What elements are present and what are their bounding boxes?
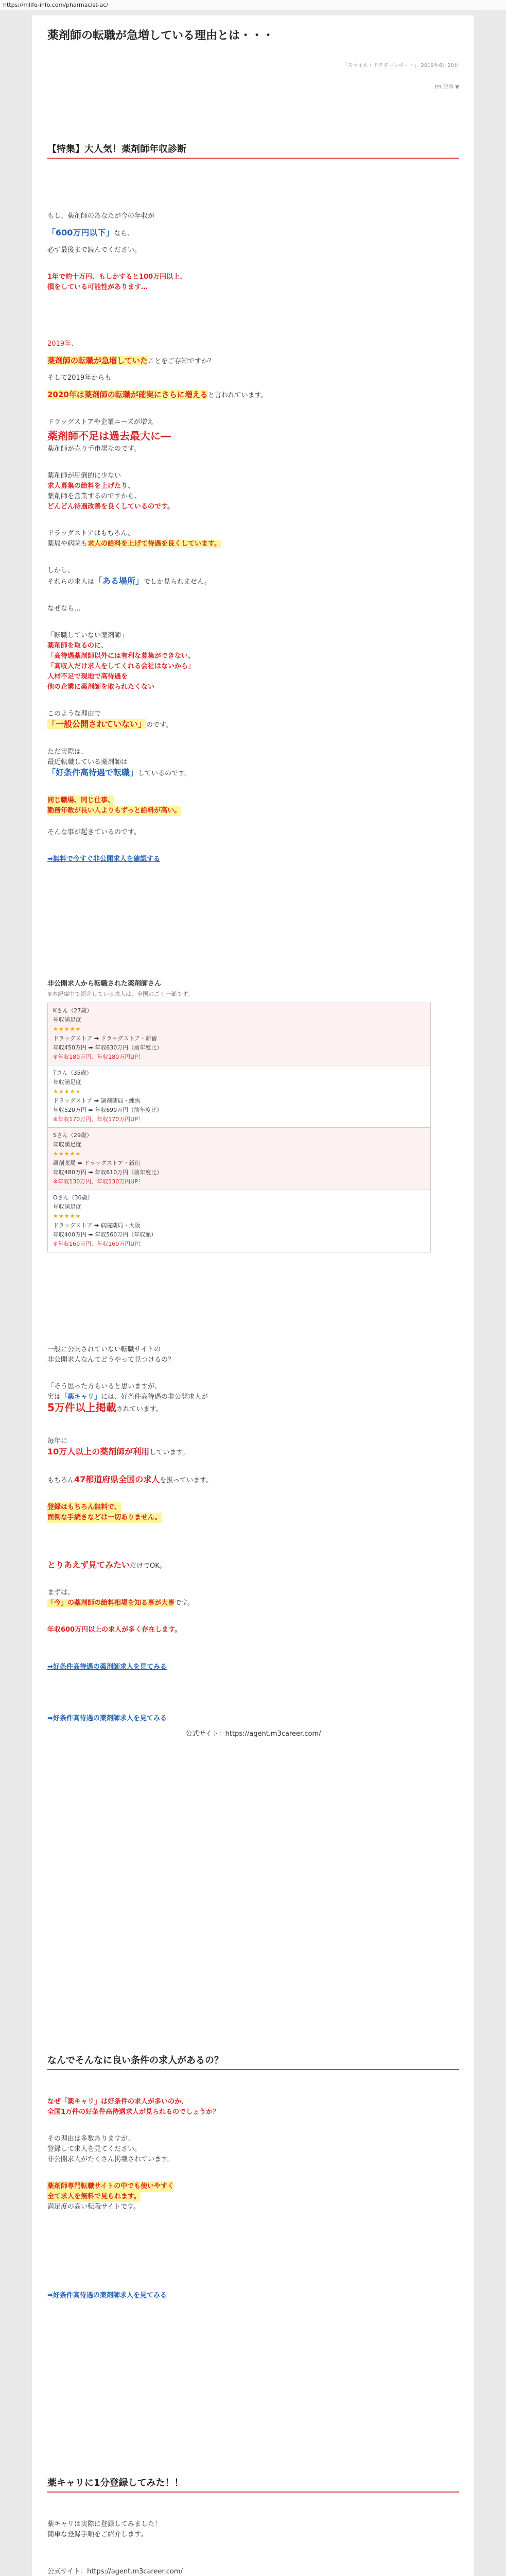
highlight-text: 47都道府県全国の求人 <box>74 1475 160 1484</box>
text-line: 「そう思った方もいると思いますが、 <box>47 1383 162 1391</box>
highlight-text: 薬剤師専門転職サイトの中でも使いやすく <box>47 2181 174 2192</box>
highlight-text: 全て求人を無料で見られます。 <box>47 2192 141 2202</box>
highlight-text: 「ある場所」 <box>94 576 144 586</box>
browser-url-bar[interactable]: https://mlife-info.com/pharmacist-ac/ <box>0 0 506 10</box>
star-rating-icon: ★★★★★ <box>53 1026 81 1032</box>
text-line: なぜなら… <box>47 605 81 613</box>
section-heading-2: なんでそんなに良い条件の求人があるの？ <box>47 2056 459 2070</box>
text-line: ドラッグストアや企業ニーズが増え <box>47 418 154 426</box>
jobs-section <box>47 979 459 1252</box>
job-name: Oさん（30歳） <box>53 1194 93 1201</box>
job-salary: 年収450万円 ➡ 年収630万円（前年度比） <box>53 1044 163 1051</box>
text-line: その理由は多数ありますが、 <box>47 2135 135 2143</box>
pr-label: PR 記事 ▼ <box>434 84 459 90</box>
star-rating-icon: ★★★★★ <box>53 1213 81 1219</box>
highlight-text: 2020年は薬剤師の転職が確実にさらに増える <box>47 390 208 399</box>
text-line: 薬剤師が圧倒的に少ない <box>47 472 121 480</box>
warning-text: 損をしている可能性があります… <box>47 283 148 291</box>
text-line: しかし、 <box>47 567 75 574</box>
highlight-text: なぜ「薬キャリ」は好条件の求人が多いのか、 <box>47 2098 188 2106</box>
highlight-text: 登録はもちろん無料で、 <box>47 1502 121 1513</box>
job-satisfaction-label: 年収満足度 <box>53 1016 81 1023</box>
text-line: 非公開求人がたくさん掲載されています。 <box>47 2156 174 2163</box>
text-line: しているのです。 <box>138 770 191 777</box>
highlight-text: 5万件以上掲載 <box>47 1401 116 1414</box>
text-line: しています。 <box>149 1449 189 1456</box>
highlight-text: 「高待遇薬剤師以外には有利な募集ができない、 <box>47 652 195 660</box>
text-line: 最近転職している薬剤師は <box>47 758 128 766</box>
star-rating-icon: ★★★★★ <box>53 1088 81 1095</box>
job-salary-up: ※年収160万円、年収160万円UP！ <box>53 1241 144 1247</box>
job-salary: 年収520万円 ➡ 年収690万円（前年度比） <box>53 1107 163 1113</box>
job-salary-up: ※年収130万円、年収130万円UP！ <box>53 1178 144 1185</box>
text-line: もし、薬剤師のあなたが今の年収が <box>47 212 155 220</box>
jobs-table <box>47 1003 431 1252</box>
highlight-text: 10万人以上の薬剤師が利用 <box>47 1447 150 1456</box>
job-salary: 年収400万円 ➡ 年収560万円（年収額） <box>53 1231 157 1238</box>
text-line: まずは、 <box>47 1589 75 1597</box>
job-route: ドラッグストア ➡ 調剤薬局・練馬 <box>53 1097 141 1104</box>
highlight-text: とりあえず見てみたい <box>47 1560 130 1570</box>
text-line: 薬キャリは実際に登録してみました！ <box>47 2520 162 2528</box>
section-1-body <box>47 211 459 865</box>
highlight-text: 薬剤師不足は過去最大に― <box>47 430 171 442</box>
job-route: ドラッグストア ➡ ドラッグストア・新宿 <box>53 1035 157 1042</box>
job-satisfaction-label: 年収満足度 <box>53 1204 81 1210</box>
job-name: Tさん（35歳） <box>53 1070 92 1076</box>
table-row <box>48 1128 431 1190</box>
text-line: を扱っています。 <box>160 1477 213 1484</box>
highlight-text: 「好条件高待遇で転職」 <box>47 768 138 777</box>
warning-text: 1年で約十万円、もしかすると100万円以上、 <box>47 273 187 281</box>
text-line: 薬剤師が売り手市場なのです。 <box>47 445 141 453</box>
section-3-body <box>47 2519 459 2576</box>
highlight-text: 「高収入だけ求人をしてくれる会社はないから」 <box>47 663 195 670</box>
section-1b-body <box>47 1345 459 1739</box>
text-line: そんな事が起きているのです。 <box>47 828 141 836</box>
official-site-link[interactable]: 公式サイト：https://agent.m3career.com/ <box>185 1730 321 1738</box>
table-row <box>48 1190 431 1252</box>
text-line: それらの求人は <box>47 578 95 586</box>
text-line: 登録して求人を見てください。 <box>47 2145 142 2153</box>
jobs-note: ※本記事中で紹介している求人は、全国のごく一部です。 <box>47 991 194 997</box>
job-salary: 年収480万円 ➡ 年収610万円（前年度比） <box>53 1169 163 1176</box>
text-line: 「転職していない薬剤師」 <box>47 632 128 639</box>
section-2-body <box>47 2097 459 2301</box>
text-line: 毎年に <box>47 1437 68 1445</box>
highlight-text: 薬剤師を取るのに、 <box>47 642 108 650</box>
job-satisfaction-label: 年収満足度 <box>53 1141 81 1148</box>
highlight-text: 人材不足で現地で高待遇を <box>47 673 128 681</box>
highlight-text: 「薬キャリ」 <box>61 1393 101 1401</box>
highlight-text: 年収600万円以上の求人が多く存在します。 <box>47 1626 182 1634</box>
highlight-text: 求人の給料を上げて待遇を良くしています。 <box>88 540 221 548</box>
highlight-text: 他の企業に薬剤師を取られたくない <box>47 683 155 691</box>
highlight-text: 薬剤師の転職が急増していた <box>47 356 148 365</box>
highlight-text: 全国1万件の好条件高待遇求人が見られるのでしょうか？ <box>47 2108 220 2116</box>
text-line: には、好条件高待遇の非公開求人が <box>101 1393 208 1401</box>
highlight-text: 「今」の薬剤師の給料相場を知る事が大事 <box>47 1599 175 1607</box>
highlight-text: 面倒な手続きなどは一切ありません。 <box>47 1513 162 1523</box>
highlight-text: どんどん待遇改善を良くしているのです。 <box>47 503 174 511</box>
job-name: Sさん（29歳） <box>53 1132 92 1139</box>
text-line: 非公開求人なんてどうやって見つけるの？ <box>47 1356 175 1364</box>
text-line: なら、 <box>114 230 134 238</box>
text-line: 薬剤師を営業するのですから、 <box>47 493 142 500</box>
job-salary-up: ※年収170万円、年収170万円UP！ <box>53 1116 144 1123</box>
text-line: のです。 <box>146 721 172 729</box>
text-line: でしか見られません。 <box>144 578 211 586</box>
section-heading-1: 【特集】大人気！薬剤師年収診断 <box>47 144 459 159</box>
job-route: ドラッグストア ➡ 病院薬局・大阪 <box>53 1222 141 1229</box>
cta-link-4[interactable]: ➡好条件高待遇の薬剤師求人を見てみる <box>47 2292 167 2299</box>
job-satisfaction-label: 年収満足度 <box>53 1079 81 1086</box>
text-line: 2019年、 <box>47 340 78 348</box>
text-line: ドラッグストアはもちろん、 <box>47 530 135 537</box>
text-line: です。 <box>175 1599 194 1607</box>
text-line: もちろん <box>47 1477 75 1484</box>
text-line: と言われています。 <box>207 392 268 399</box>
star-rating-icon: ★★★★★ <box>53 1150 81 1157</box>
cta-link-1[interactable]: ➡無料で今すぐ非公開求人を確認する <box>47 855 160 863</box>
highlight-text: 勤務年数が長い人よりもずっと給料が高い。 <box>47 806 181 816</box>
article-page <box>32 15 474 2576</box>
article-meta: 「スマイル・ドクターレポート」 2019年6月20日 <box>342 63 459 69</box>
cta-link-3[interactable]: ➡好条件高待遇の薬剤師求人を見てみる <box>47 1715 167 1722</box>
table-row <box>48 1003 431 1065</box>
text-line: ことをご存知ですか？ <box>148 358 215 365</box>
job-route: 調剤薬局 ➡ ドラッグストア・新宿 <box>53 1160 141 1166</box>
jobs-intro: 非公開求人から転職された薬剤師さん <box>47 980 162 988</box>
text-line: 一般に公開されていない転職サイトの <box>47 1346 161 1353</box>
job-name: Kさん（27歳） <box>53 1007 93 1014</box>
job-salary-up: ※年収180万円、年収180万円UP！ <box>53 1054 144 1060</box>
text-line: されています。 <box>116 1405 163 1413</box>
text-line: 薬局や病院も <box>47 540 88 548</box>
highlight-text: 「一般公開されていない」 <box>47 719 147 729</box>
official-site-link-2[interactable]: 公式サイト：https://agent.m3career.com/ <box>47 2568 183 2575</box>
text-line: そして2019年からも <box>47 374 112 382</box>
highlight-text: 求人募集の給料を上げたり、 <box>47 482 135 490</box>
highlight-text: 同じ職場、同じ仕事、 <box>47 795 114 806</box>
page-title: 薬剤師の転職が急増している理由とは・・・ <box>47 29 274 42</box>
text-line: 満足度の高い転職サイトです。 <box>47 2203 141 2211</box>
text-line: ただ実際は、 <box>47 748 88 756</box>
highlight-text: 「600万円以下」 <box>47 228 114 238</box>
section-heading-3: 薬キャリに1分登録してみた！！ <box>47 2478 459 2493</box>
text-line: 実は <box>47 1393 61 1401</box>
text-line: だけでOK。 <box>130 1562 166 1570</box>
table-row <box>48 1065 431 1128</box>
text-line: 必ず最後まで読んでください。 <box>47 246 142 254</box>
cta-link-2[interactable]: ➡好条件高待遇の薬剤師求人を見てみる <box>47 1663 167 1671</box>
text-line: このような理由で <box>47 710 101 718</box>
text-line: 簡単な登録手順をご紹介します。 <box>47 2531 147 2538</box>
